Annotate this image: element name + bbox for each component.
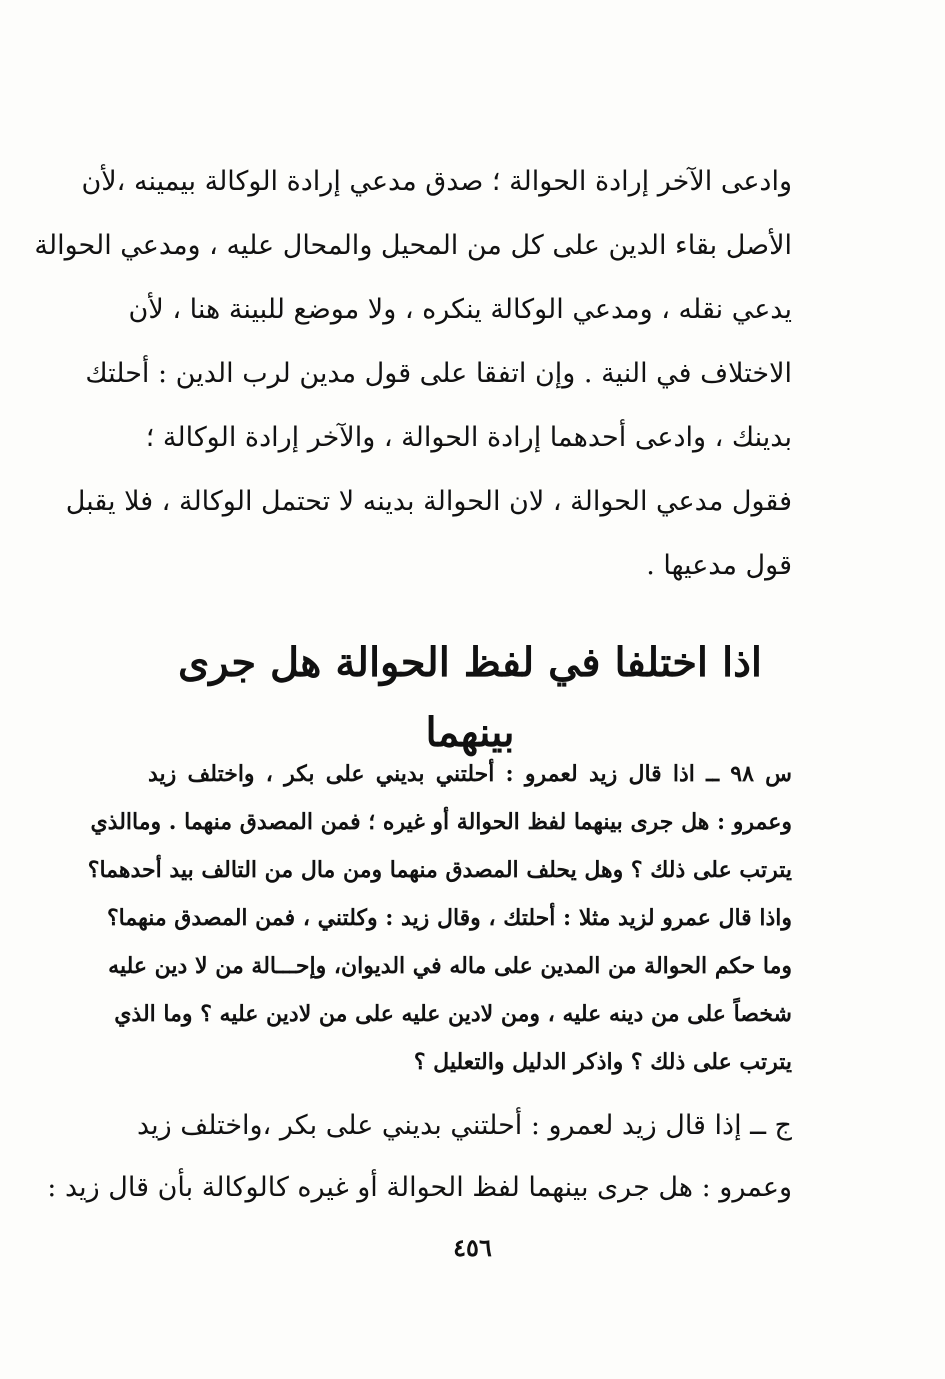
answer-line: وعمرو : هل جرى بينهما لفظ الحوالة أو غيره كالوكالة بأن قال زيد :	[47, 1172, 792, 1203]
paragraph-line: وادعى الآخر إرادة الحوالة ؛ صدق مدعي إرادة الوكالة بيمينه ،لأن	[81, 166, 792, 197]
paragraph-line: الأصل بقاء الدين على كل من المحيل والمحال عليه ، ومدعي الحوالة	[34, 230, 792, 261]
question-line: يترتب على ذلك ؟ واذكر الدليل والتعليل ؟	[413, 1049, 792, 1075]
paragraph-top	[34, 150, 792, 598]
question-paragraph	[87, 750, 792, 1086]
question-line: يترتب على ذلك ؟ وهل يحلف المصدق منهما ومن مال من التالف بيد أحدهما؟	[87, 857, 792, 883]
question-line: وعمرو : هل جرى بينهما لفظ الحوالة أو غيره ؛ فمن المصدق منهما . وماالذي	[90, 809, 792, 835]
question-line: شخصاً على من دينه عليه ، ومن لادين عليه على من لادين عليه ؟ وما الذي	[114, 1001, 792, 1027]
paragraph-line: فقول مدعي الحوالة ، لان الحوالة بدينه لا تحتمل الوكالة ، فلا يقبل	[65, 486, 792, 517]
question-line: س ٩٨ ــ اذا قال زيد لعمرو : أحلتني بديني على بكر ، واختلف زيد	[148, 761, 792, 787]
paragraph-line: قول مدعيها .	[646, 550, 792, 581]
page-number: ٤٥٦	[453, 1233, 492, 1262]
paragraph-line: يدعي نقله ، ومدعي الوكالة ينكره ، ولا موضع للبينة هنا ، لأن	[128, 294, 792, 325]
question-line: واذا قال عمرو لزيد مثلا : أحلتك ، وقال زيد : وكلتني ، فمن المصدق منهما؟	[106, 905, 792, 931]
paragraph-line: بدينك ، وادعى أحدهما إرادة الحوالة ، والآخر إرادة الوكالة ؛	[145, 422, 792, 453]
section-heading: اذا اختلفا في لفظ الحوالة هل جرى بينهما	[177, 639, 763, 756]
answer-line: ج ــ إذا قال زيد لعمرو : أحلتني بديني على بكر ،واختلف زيد	[136, 1110, 792, 1141]
question-line: وما حكم الحوالة من المدين على ماله في الديوان، وإحـــالة من لا دين عليه	[108, 953, 792, 979]
paragraph-line: الاختلاف في النية . وإن اتفقا على قول مدين لرب الدين : أحلتك	[85, 358, 792, 389]
answer-paragraph	[47, 1095, 792, 1219]
